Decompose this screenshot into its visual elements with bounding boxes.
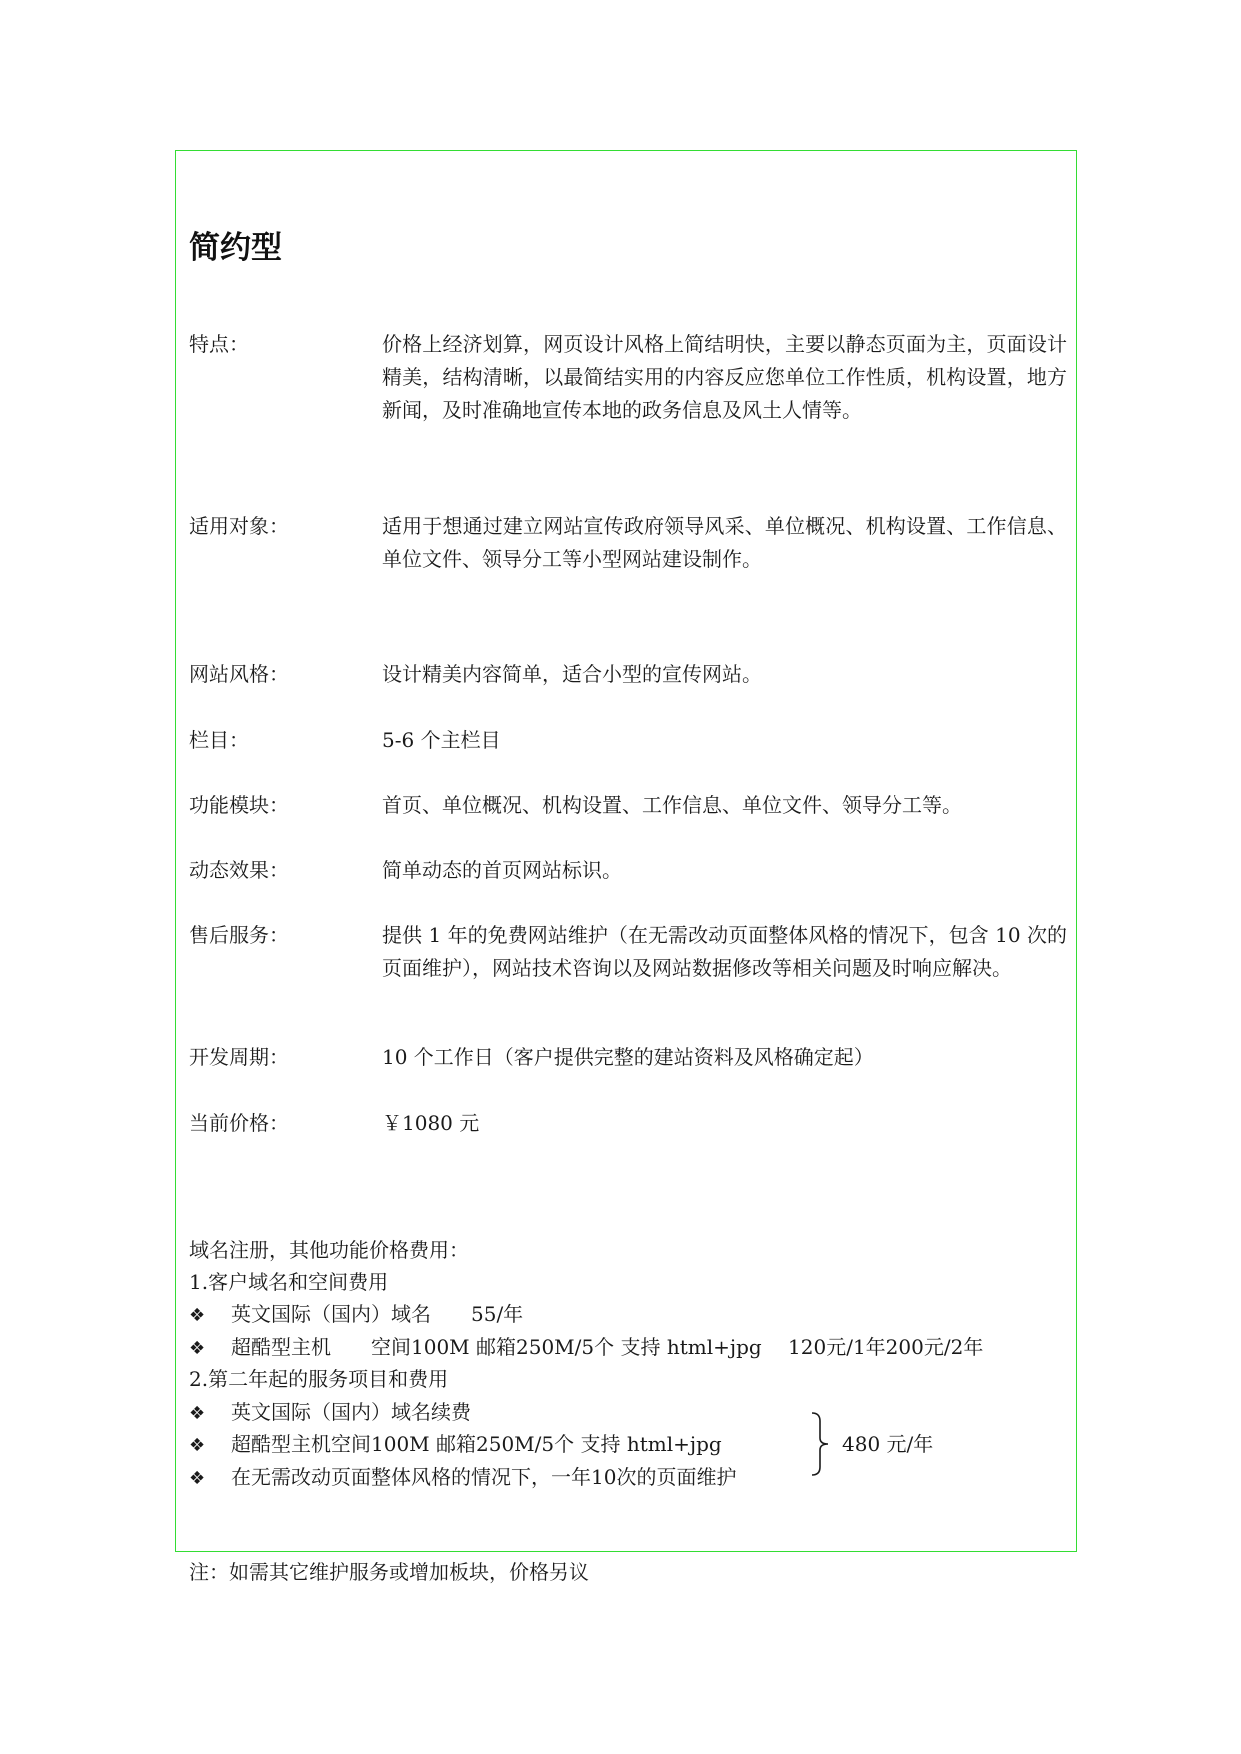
- label-features: 特点：: [189, 332, 249, 356]
- value-period: 10 个工作日（客户提供完整的建站资料及风格确定起）: [382, 1045, 874, 1069]
- list-item: [189, 1396, 471, 1430]
- label-columns: 栏目：: [189, 728, 249, 752]
- page-title: 简约型: [189, 230, 282, 266]
- list-item: [189, 1298, 523, 1332]
- list-item: [189, 1461, 736, 1495]
- bullet-icon: ❖: [189, 1468, 206, 1489]
- value-price: ￥1080 元: [382, 1111, 480, 1135]
- bullet-icon: ❖: [189, 1305, 206, 1326]
- curly-brace-icon: [810, 1411, 832, 1477]
- list-item: [189, 1331, 983, 1365]
- section1-title: 1.客户域名和空间费用: [189, 1270, 389, 1294]
- value-effects: 简单动态的首页网站标识。: [382, 858, 622, 882]
- value-columns: 5-6 个主栏目: [382, 728, 501, 752]
- list-item-text: 超酷型主机空间100M 邮箱250M/5个 支持 html+jpg: [231, 1432, 722, 1456]
- bullet-icon: ❖: [189, 1403, 206, 1424]
- list-item-text: 英文国际（国内）域名续费: [231, 1400, 471, 1424]
- list-item: [189, 1428, 722, 1462]
- list-item-text: 超酷型主机 空间100M 邮箱250M/5个 支持 html+jpg 120元/1年200元/2年: [231, 1335, 984, 1359]
- list-item-text: 英文国际（国内）域名 55/年: [231, 1302, 524, 1326]
- section2-title: 2.第二年起的服务项目和费用: [189, 1367, 449, 1391]
- value-modules: 首页、单位概况、机构设置、工作信息、单位文件、领导分工等。: [382, 793, 962, 817]
- value-style: 设计精美内容简单，适合小型的宣传网站。: [382, 662, 762, 686]
- list-item-text: 在无需改动页面整体风格的情况下，一年10次的页面维护: [231, 1465, 737, 1489]
- label-style: 网站风格：: [189, 662, 289, 686]
- value-features: 价格上经济划算，网页设计风格上简结明快，主要以静态页面为主，页面设计精美，结构清晰，以最简结实用的内容反应您单位工作性质，机构设置，地方新闻，及时准确地宣传本地的政务信息及风土人情等。: [382, 332, 1067, 422]
- label-modules: 功能模块：: [189, 793, 289, 817]
- extras-heading: 域名注册，其他功能价格费用：: [189, 1238, 469, 1262]
- label-effects: 动态效果：: [189, 858, 289, 882]
- label-period: 开发周期：: [189, 1045, 289, 1069]
- value-service: 提供 1 年的免费网站维护（在无需改动页面整体风格的情况下，包含 10 次的页面维护），网站技术咨询以及网站数据修改等相关问题及时响应解决。: [382, 923, 1067, 980]
- bullet-icon: ❖: [189, 1435, 206, 1456]
- bullet-icon: ❖: [189, 1338, 206, 1359]
- label-service: 售后服务：: [189, 923, 289, 947]
- footnote: 注：如需其它维护服务或增加板块，价格另议: [189, 1560, 589, 1584]
- label-target: 适用对象：: [189, 514, 289, 538]
- label-price: 当前价格：: [189, 1111, 289, 1135]
- section2-price: 480 元/年: [842, 1432, 934, 1456]
- value-target: 适用于想通过建立网站宣传政府领导风采、单位概况、机构设置、工作信息、单位文件、领导分工等小型网站建设制作。: [382, 514, 1067, 571]
